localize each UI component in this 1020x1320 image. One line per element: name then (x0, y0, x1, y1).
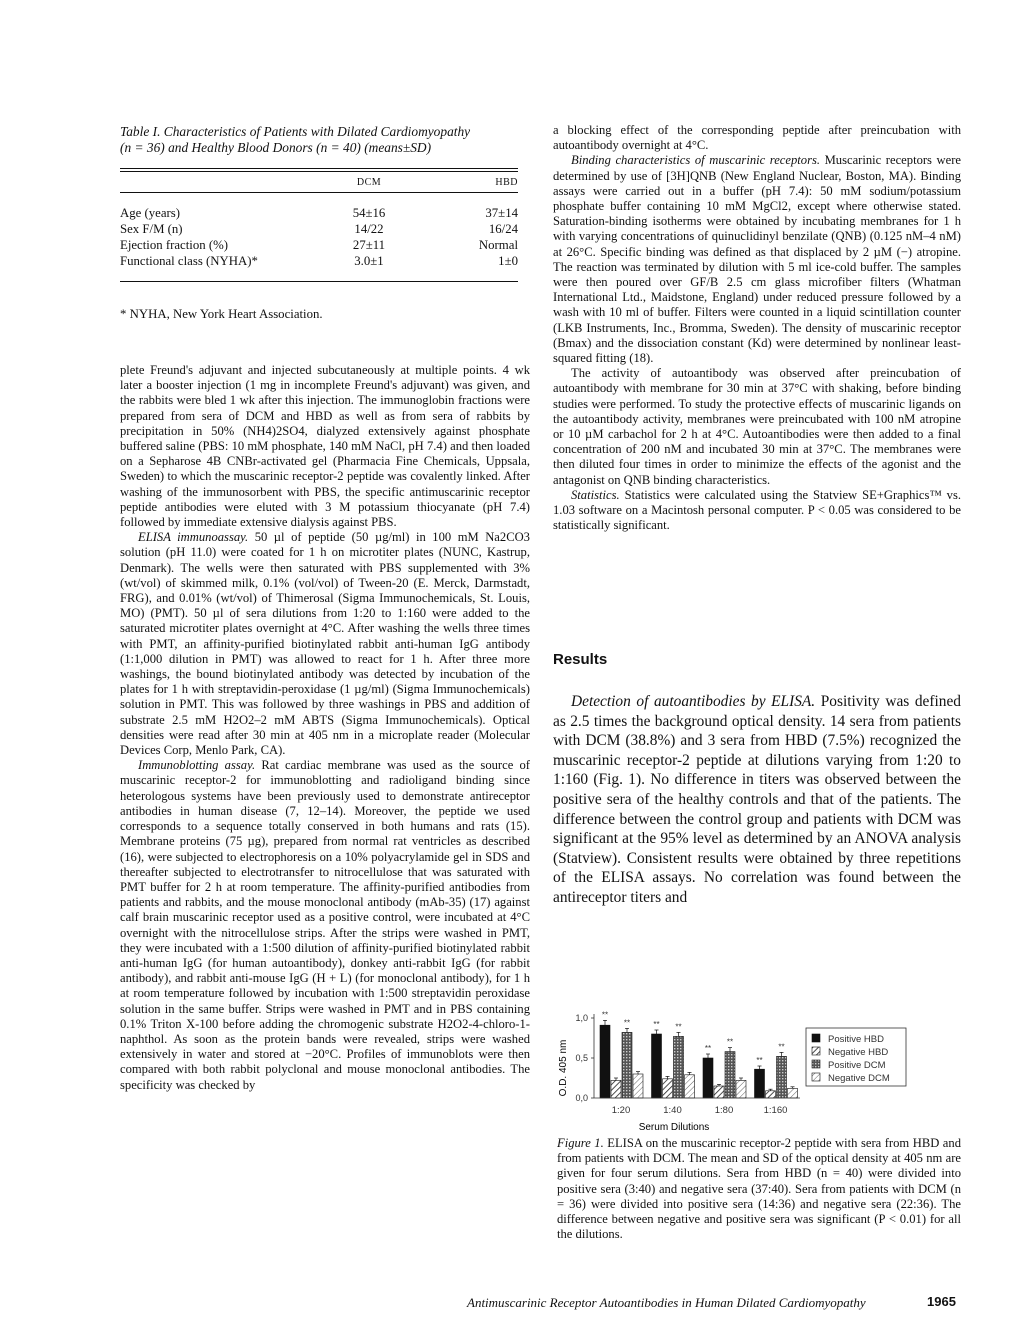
significance-annotation: ** (778, 1042, 785, 1052)
bar (736, 1080, 746, 1098)
table-cell: Ejection fraction (%) (120, 237, 229, 252)
significance-annotation: ** (726, 1037, 734, 1047)
bar (600, 1025, 610, 1098)
bar (788, 1088, 798, 1098)
table-cell: 27±11 (352, 237, 386, 252)
table-header-cell: HBD (495, 176, 518, 188)
legend-label: Negative DCM (828, 1073, 890, 1084)
table-footnote: * NYHA, New York Heart Association. (120, 307, 323, 321)
paragraph-heading: Binding characteristics of muscarinic receptors. (571, 153, 821, 168)
right-column (553, 123, 961, 533)
bar (755, 1069, 765, 1098)
paragraph: a blocking effect of the corresponding peptide after preincubation with autoantibody overnight at 4°C. (553, 123, 961, 153)
paragraph-text: Muscarinic receptors were determined by use of [3H]QNB (New England Nuclear, Boston, MA). Binding assays were carried out in a buffer (pH 7.4): 50 mM sodium/potassium phosphate buffer containing 10 mM MgCl2, except where otherwise stated. Saturation-binding isotherms were obtained by incubating membranes for 1 h with varying concentrations of quinuclidinyl benzilate (QNB) (0.125 nM–4 nM) at 26°C. Specific binding was defined as that displaced by 2 µM (−) atropine. The reaction was terminated by dilution with 5 ml ice-cold buffer. The samples were then poured over GF/B 2.5 cm glass microfiber filters (Whatman International Ltd., Maidstone, England) under reduced pressure followed by a wash with 10 ml of buffer. Filters were counted in a liquid scintillation counter (LKB Instruments, Inc., Bromma, Sweden). The density of muscarinic receptor (Bmax) and the dissociation constant (Kd) were determined by nonlinear least-squared fitting (18). (553, 153, 961, 366)
table-cell: 54±16 (352, 205, 386, 220)
paragraph-heading: ELISA immunoassay. (138, 530, 249, 545)
table-row (120, 205, 518, 221)
x-tick-label: 1:20 (611, 1105, 631, 1116)
bar (766, 1091, 776, 1098)
table-caption (120, 124, 530, 156)
table-row (120, 237, 518, 253)
x-tick-label: 1:160 (763, 1105, 788, 1116)
paragraph-text: Rat cardiac membrane was used as the source of muscarinic receptor-2 for immunoblotting and radioligand binding since heterologous systems have been previously used to demonstrate antireceptor antibodies in human disease (7, 12–14). Moreover, the peptide we used corresponds to a sequence totally conserved in both humans and rats (15). Membrane proteins (75 µg), prepared from normal rat ventricles as described (16), were subjected to electrophoresis on a 10% polyacrylamide gel in SDS and thereafter subjected to electrotransfer to nitrocellulose that was saturated with PMT buffer for 2 h at room temperature. The affinity-purified antibodies from patients and rabbits, and the mouse monoclonal antibody (mAb-35) (17) against calf brain muscarinic receptor used as a positive control, were incubated at 4°C overnight with the nitrocellulose strips. After the strips were washed in PMT, they were incubated with a 1:500 dilution of affinity-purified biotinylated rabbit anti-human IgG (for human autoantibody), donkey anti-rabbit IgG (for rabbit antibody), and rabbit anti-mouse IgG (H + L) (for monoclonal antibody), for 1 h at room temperature followed by incubation with 1:500 streptavidin peroxidase solution in the same buffer. Strips were washed in PMT and in PBS containing 0.1% Triton X-100 before adding the chromogenic substrate H2O2-4-chloro-1-naphthol. As soon as the protein bands were revealed, strips were washed extensively in water and stored at −20°C. Profiles of immunoblots were then compared with both rabbit polyclonal and mouse monoclonal antibodies. The specificity was checked by (120, 758, 530, 1092)
chart-legend (806, 1028, 906, 1086)
bar (633, 1074, 643, 1098)
y-tick-label: 1,0 (575, 1013, 588, 1023)
significance-annotation: ** (675, 1022, 682, 1032)
figure-caption-text: ELISA on the muscarinic receptor-2 peptide with sera from HBD and from patients with DCM. The mean and SD of the optical density at 405 nm are given for four serum dilutions. Sera from HBD (n = 40) were divided into positive sera (3:40) and negative sera (37:40). Sera from patients with DCM (n = 36) were divided into positive sera (14:36) and negative sera (22:36). The difference between negative and positive sera was significant (P < 0.01) for all the dilutions. (557, 1136, 961, 1242)
figure-caption-head: Figure 1. (557, 1136, 604, 1150)
y-ticks (575, 1013, 594, 1103)
table-caption-line1: Table I. Characteristics of Patients with Dilated Cardiomyopathy (120, 124, 471, 139)
paragraph: plete Freund's adjuvant and injected subcutaneously at multiple points. 4 wk later a booster injection (1 mg in incomplete Freund's adjuvant) was given, and the rabbits were bled 1 wk after this injection. The immunoglobin fractions were prepared from sera of DCM and HBD as well as from sera of rabbits by precipitation in 50% (NH4)2SO4, dialyzed extensively against phosphate buffered saline (PBS: 10 mM phosphate, 140 mM NaCl, pH 7.4) and then loaded on a Sepharose 4B CNBr-activated gel (Pharmacia Fine Chemicals, Uppsala, Sweden) to which the muscarinic receptor-2 peptide was covalently linked. After washing of the immunosorbent with PBS, the specific antimuscarinic receptor peptide antibodies were eluted with 3 M potassium thiocyanate (pH 7.4) followed by immediate extensive dialysis against PBS. (120, 363, 530, 530)
characteristics-table (120, 168, 518, 282)
bar (685, 1075, 695, 1098)
paragraph-text: 50 µl of peptide (50 µg/ml) in 100 mM Na2CO3 solution (pH 11.0) were coated for 1 h on microtiter plates (NUNC, Kastrup, Denmark). The wells were then saturated with PBS supplemented with 3% (wt/vol) of skimmed milk, 0.1% (vol/vol) of Tween-20 (E. Merck, Darmstadt, FRG), and 0.01% (wt/vol) of Thimerosal (Sigma Immunochemicals, St. Louis, MO) (PMT). 50 µl of sera dilutions from 1:20 to 1:160 were added to the saturated microtiter plates overnight at 4°C. After washing the wells three times with PMT, an affinity-purified biotinylated rabbit anti-human IgG antibody (1:1,000 dilution in PMT) was allowed to react for 1 h. After three more washings, the bound biotinylated antibody was detected by incubation of the plates for 1 h with streptavidin-peroxidase (1 µg/ml) (Sigma Immunochemicals) solution in PMT. This was followed by three washings in PBS and addition of substrate 2.5 mM H2O2–2 mM ABTS (Sigma Immunochemicals). Optical densities were read after 30 min at 405 nm in a microplate reader (Molecular Devices Corp, Menlo Park, CA). (120, 530, 530, 758)
table-cell: Age (years) (120, 205, 181, 220)
paragraph (120, 758, 530, 1092)
left-column (120, 363, 530, 1093)
table-cell: 16/24 (488, 221, 518, 236)
significance-annotation: ** (704, 1044, 712, 1053)
paragraph (553, 153, 961, 366)
paragraph-heading: Immunoblotting assay. (138, 758, 256, 773)
legend-label: Positive DCM (828, 1060, 886, 1071)
x-tick-label: 1:40 (663, 1105, 682, 1116)
elisa-bar-chart (548, 1006, 958, 1136)
legend-swatch (812, 1060, 820, 1068)
legend-label: Positive HBD (828, 1034, 884, 1045)
figure-caption (557, 1136, 961, 1242)
table-cell: 14/22 (354, 221, 384, 236)
paragraph-text: Positivity was defined as 2.5 times the background optical density. 14 sera from patients with DCM (38.8%) and 3 sera from HBD (7.5%) recognized the muscarinic receptor-2 peptide at dilutions varying from 1:20 to 1:160 (Fig. 1). No difference in titers was observed between the positive sera of the healthy controls and that of the patients. The difference between the control group and patients with DCM was significant at the 95% level as determined by an ANOVA analysis (Statview). Consistent results were obtained by three repetitions of the ELISA assays. No correlation was found between the antireceptor titers and (553, 693, 961, 906)
bar (674, 1036, 684, 1098)
table-row (120, 221, 518, 237)
y-tick-label: 0,0 (575, 1093, 588, 1103)
x-axis-label: Serum Dilutions (638, 1122, 710, 1133)
bars-group (600, 1010, 798, 1098)
paragraph (120, 530, 530, 758)
paragraph (553, 488, 961, 534)
table-cell: 3.0±1 (354, 253, 384, 268)
table-header-cell: DCM (356, 176, 382, 188)
significance-annotation: ** (653, 1020, 660, 1029)
y-tick-label: 0,5 (575, 1053, 588, 1063)
x-ticks (612, 1105, 788, 1116)
bar (622, 1032, 632, 1098)
significance-annotation: ** (623, 1018, 631, 1028)
results-body (553, 692, 961, 908)
page-number: 1965 (927, 1294, 956, 1309)
table-cell: 37±14 (485, 205, 518, 220)
table-cell: 1±0 (498, 253, 518, 268)
table-caption-line2: (n = 36) and Healthy Blood Donors (n = 40) (means±SD) (120, 140, 432, 155)
bar (652, 1034, 662, 1098)
table-row (120, 253, 518, 269)
bar (777, 1056, 787, 1098)
paragraph-text: Statistics were calculated using the Statview SE+Graphics™ vs. 1.03 software on a Macintosh personal computer. P < 0.05 was considered to be statistically significant. (553, 487, 961, 533)
table-header-row (120, 172, 518, 192)
bar (611, 1080, 621, 1098)
table-cell: Sex F/M (n) (120, 221, 183, 236)
legend-swatch (812, 1047, 820, 1055)
legend-swatch (812, 1073, 820, 1081)
significance-annotation: ** (756, 1056, 763, 1065)
bar (725, 1052, 735, 1098)
legend-label: Negative HBD (828, 1047, 889, 1058)
paragraph-heading: Statistics. (571, 487, 620, 502)
table-cell: Functional class (NYHA)* (120, 253, 258, 268)
paragraph: The activity of autoantibody was observed after preincubation of autoantibody with membrane for 30 min at 37°C with shaking, before binding studies were performed. To study the protective effects of muscarinic ligands on the autoantibody activity, membranes were preincubated with 100 nM atropine or 10 µM carbachol for 2 h at 4°C. Autoantibodies were then added to a final concentration of 200 nM and incubated 30 min at 37°C. The membranes were then diluted four times in order to minimize the effects of the agonist and the antagonist on QNB binding characteristics. (553, 366, 961, 487)
x-tick-label: 1:80 (714, 1105, 734, 1116)
y-axis-label: O.D. 405 nm (558, 1039, 569, 1097)
section-heading-results: Results (553, 651, 608, 668)
legend-swatch (812, 1034, 820, 1042)
bar (663, 1079, 673, 1098)
running-title: Antimuscarinic Receptor Autoantibodies in Human Dilated Cardiomyopathy (467, 1295, 866, 1310)
table-cell: Normal (478, 237, 518, 252)
paragraph-heading: Detection of autoantibodies by ELISA. (571, 693, 816, 710)
significance-annotation: ** (601, 1010, 609, 1020)
paragraph (553, 692, 961, 908)
bar (703, 1058, 713, 1098)
bar (714, 1086, 724, 1098)
